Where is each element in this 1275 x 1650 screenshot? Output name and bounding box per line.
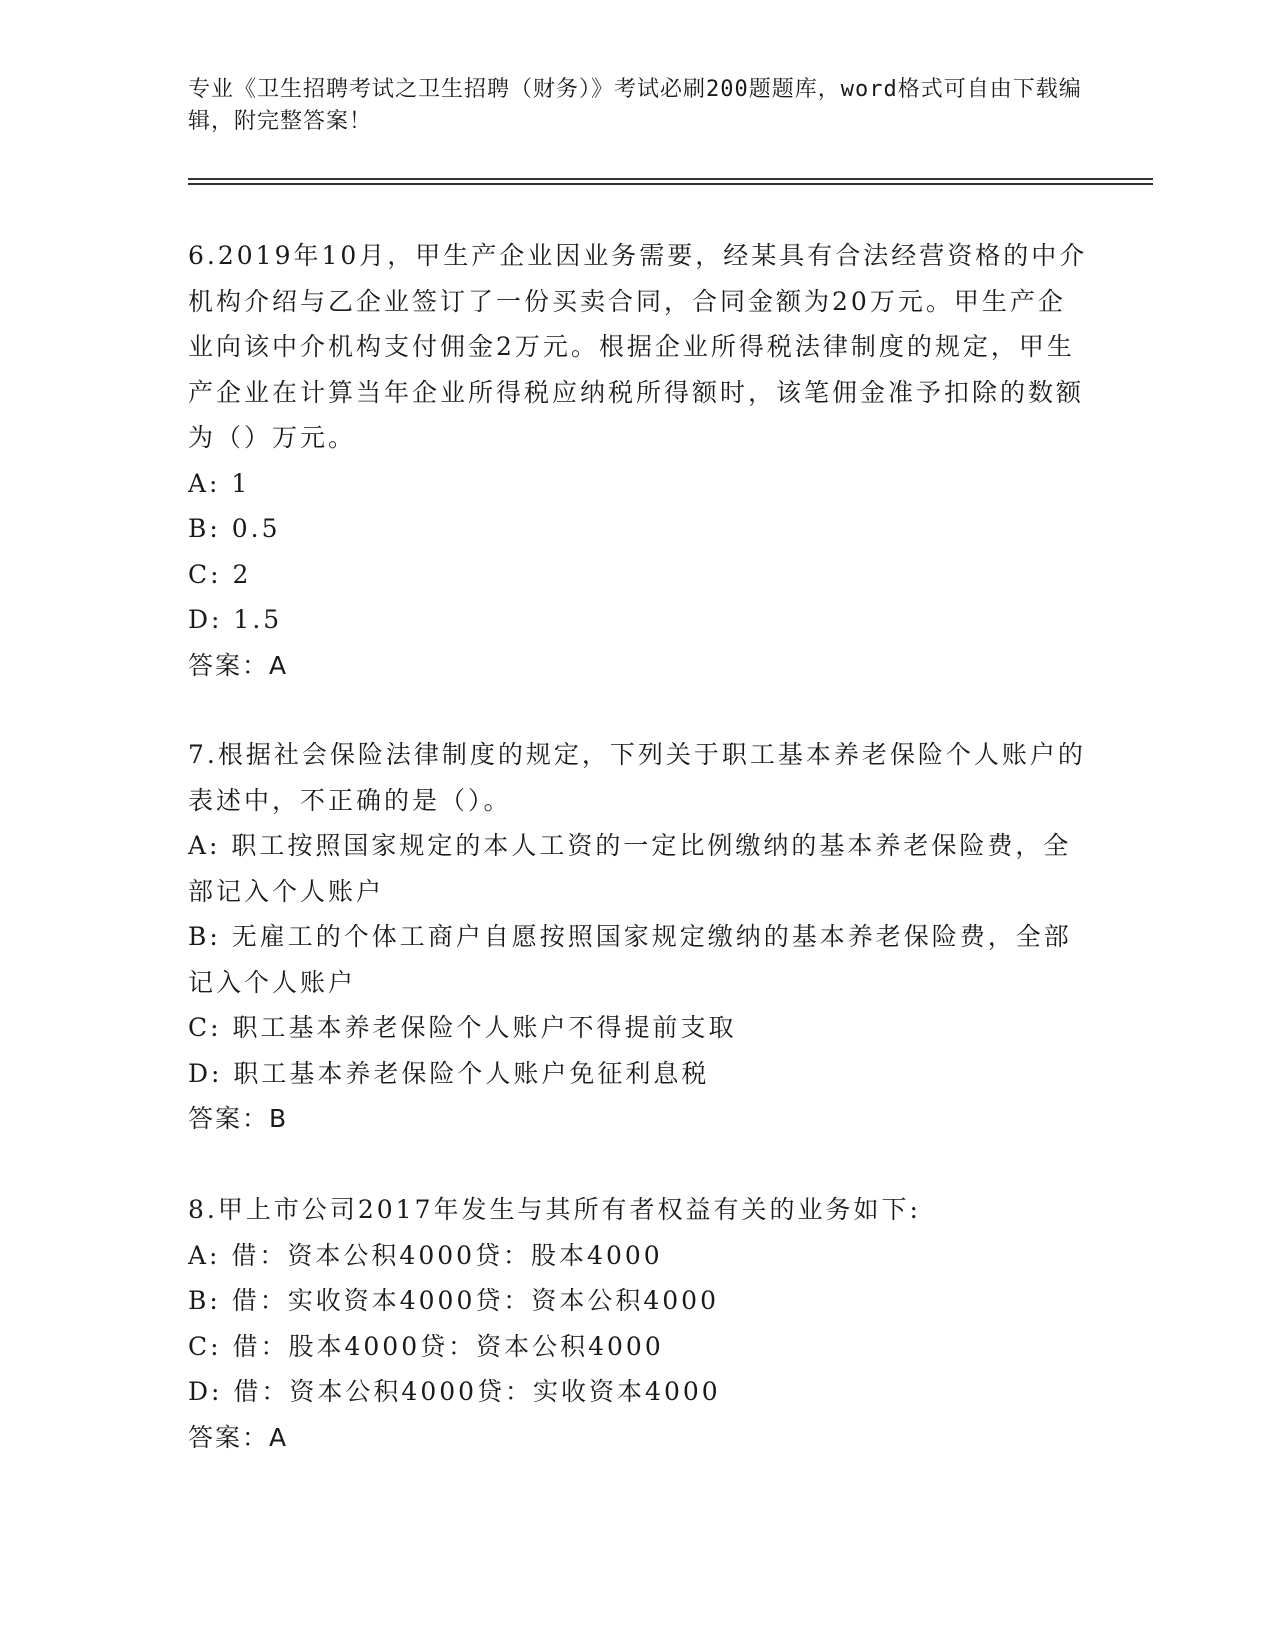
option-d: D: 职工基本养老保险个人账户免征利息税: [188, 1058, 710, 1088]
question-stem: 6.2019年10月，甲生产企业因业务需要，经某具有合法经营资格的中介机构介绍与乙企业签订了一份买卖合同，合同金额为20万元。甲生产企业向该中介机构支付佣金2万元。根据企业所得税法律制度的规定，甲生产企业在计算当年企业所得税应纳税所得额时，该笔佣金准予扣除的数额为（）万元。: [188, 241, 1088, 452]
answer-line: 答案：A: [188, 1422, 289, 1452]
option-c: C: 职工基本养老保险个人账户不得提前支取: [188, 1013, 737, 1042]
question-6: [188, 233, 1088, 688]
option-a: A: 职工按照国家规定的本人工资的一定比例缴纳的基本养老保险费，全部记入个人账户: [188, 831, 1072, 906]
question-7: [188, 732, 1088, 1142]
option-b: B: 借：实收资本4000贷：资本公积4000: [188, 1286, 719, 1315]
answer-line: 答案：A: [188, 650, 289, 680]
option-b: B: 0.5: [188, 514, 281, 543]
question-8: [188, 1187, 1088, 1460]
option-a: A: 借：资本公积4000贷：股本4000: [188, 1240, 663, 1270]
option-b: B: 无雇工的个体工商户自愿按照国家规定缴纳的基本养老保险费，全部记入个人账户: [188, 922, 1072, 997]
answer-line: 答案：B: [188, 1104, 289, 1133]
option-c: C: 2: [188, 559, 252, 589]
header-divider-line: [188, 178, 1153, 180]
document-header: 专业《卫生招聘考试之卫生招聘（财务）》考试必刷200题题库，word格式可自由下载编辑，附完整答案！: [188, 77, 1082, 134]
header-divider-line-2: [188, 183, 1153, 185]
question-stem: 8.甲上市公司2017年发生与其所有者权益有关的业务如下:: [188, 1195, 921, 1224]
option-a: A: 1: [188, 468, 251, 498]
option-d: D: 借：资本公积4000贷：实收资本4000: [188, 1377, 721, 1406]
question-stem: 7.根据社会保险法律制度的规定，下列关于职工基本养老保险个人账户的表述中，不正确的是（）。: [188, 740, 1086, 815]
option-d: D: 1.5: [188, 605, 283, 634]
option-c: C: 借：股本4000贷：资本公积4000: [188, 1331, 664, 1361]
